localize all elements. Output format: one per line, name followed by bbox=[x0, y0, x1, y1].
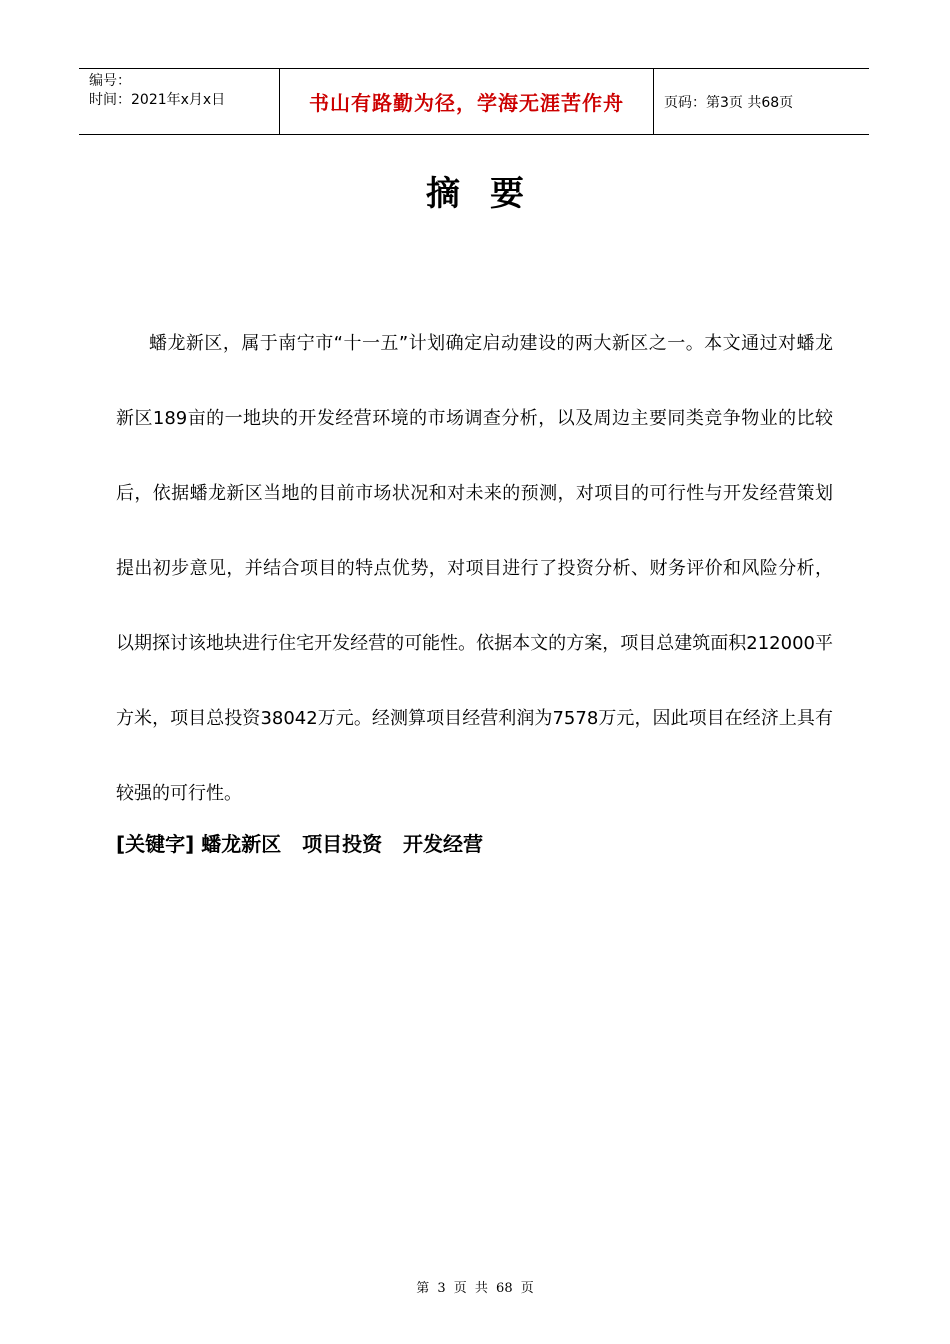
page-title: 摘要 bbox=[426, 174, 554, 214]
keywords-line: [关键字] 蟠龙新区 项目投资 开发经营 bbox=[116, 832, 484, 856]
page-header bbox=[79, 68, 869, 135]
page-footer: 第 3 页 共 68 页 bbox=[416, 1281, 534, 1296]
header-meta-cell bbox=[79, 69, 280, 134]
header-page-info: 页码：第3页 共68页 bbox=[664, 94, 794, 111]
abstract-paragraph: 蟠龙新区，属于南宁市“十一五”计划确定启动建设的两大新区之一。本文通过对蟠龙新区189亩的一地块的开发经营环境的市场调查分析，以及周边主要同类竞争物业的比较后，依据蟠龙新区当地的目前市场状况和对未来的预测，对项目的可行性与开发经营策划提出初步意见，并结合项目的特点优势，对项目进行了投资分析、财务评价和风险分析，以期探讨该地块进行住宅开发经营的可能性。依据本文的方案，项目总建筑面积212000平方米，项目总投资38042万元。经测算项目经营利润为7578万元，因此项目在经济上具有较强的可行性。 bbox=[116, 333, 833, 804]
document-number-label: 编号： bbox=[89, 73, 131, 89]
document-time-label: 时间：2021年x月x日 bbox=[89, 92, 226, 108]
header-motto: 书山有路勤为径，学海无涯苦作舟 bbox=[280, 69, 654, 134]
